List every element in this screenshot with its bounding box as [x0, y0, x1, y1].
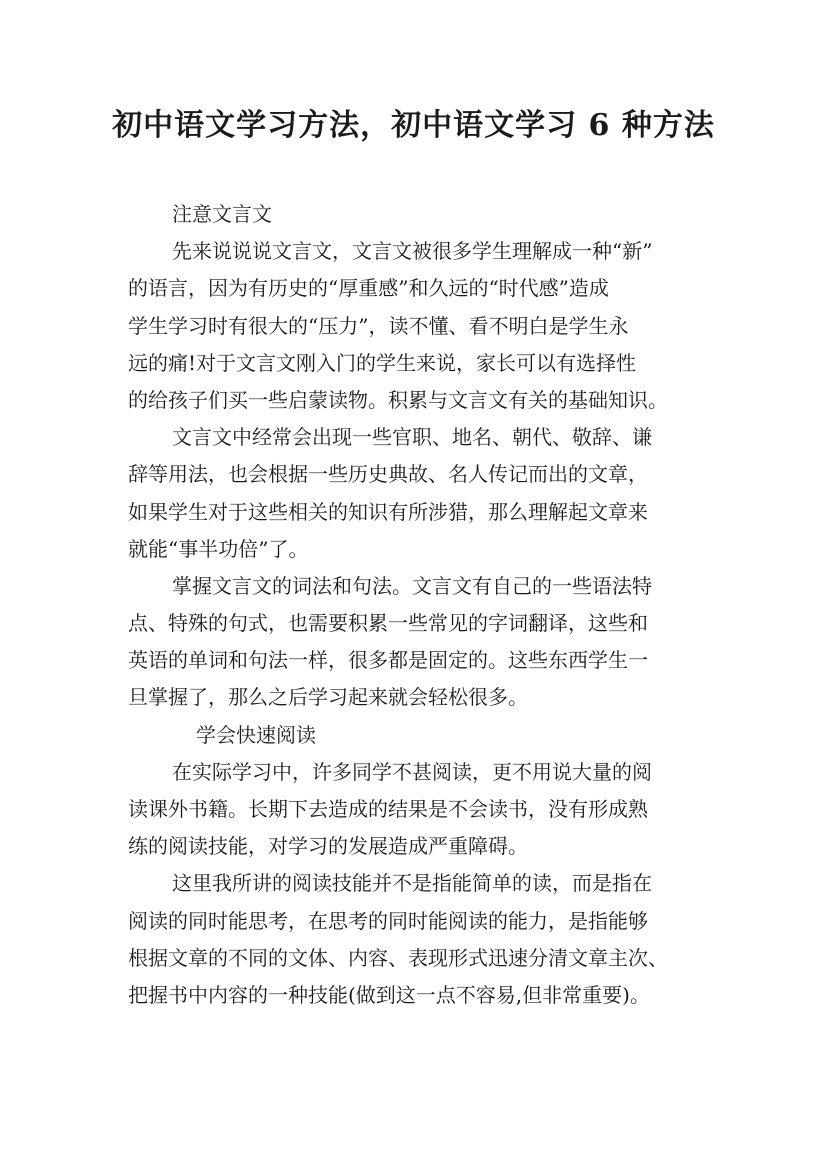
- document-title: 初中语文学习方法，初中语文学习 6 种方法: [112, 108, 715, 143]
- paragraph-line: 把握书中内容的一种技能(做到这一点不容易,但非常重要)。: [128, 982, 650, 1007]
- paragraph-line: 的给孩子们买一些启蒙读物。积累与文言文有关的基础知识。: [128, 387, 668, 412]
- paragraph-line: 点、特殊的句式，也需要积累一些常见的字词翻译，这些和: [128, 611, 648, 636]
- paragraph-line: 学生学习时有很大的“压力”，读不懂、看不明白是学生永: [128, 313, 629, 338]
- paragraph-line: 如果学生对于这些相关的知识有所涉猎，那么理解起文章来: [128, 499, 648, 524]
- paragraph-line: 根据文章的不同的文体、内容、表现形式迅速分清文章主次、: [128, 945, 668, 970]
- document-body: [128, 196, 718, 1014]
- paragraph-line: 掌握文言文的词法和句法。文言文有自己的一些语法特: [172, 573, 652, 598]
- paragraph-line: 的语言，因为有历史的“厚重感”和久远的“时代感”造成: [128, 276, 609, 301]
- section-heading-fast-reading: 学会快速阅读: [196, 722, 316, 747]
- paragraph-line: 英语的单词和句法一样，很多都是固定的。这些东西学生一: [128, 648, 648, 673]
- paragraph-line: 这里我所讲的阅读技能并不是指能简单的读，而是指在: [172, 871, 652, 896]
- paragraph-line: 辞等用法，也会根据一些历史典故、名人传记而出的文章，: [128, 462, 648, 487]
- paragraph-line: 旦掌握了，那么之后学习起来就会轻松很多。: [128, 685, 528, 710]
- paragraph-line: 在实际学习中，许多同学不甚阅读，更不用说大量的阅: [172, 759, 652, 784]
- paragraph-line: 阅读的同时能思考，在思考的同时能阅读的能力，是指能够: [128, 908, 648, 933]
- paragraph-line: 练的阅读技能，对学习的发展造成严重障碍。: [128, 834, 528, 859]
- section-heading-classical-chinese: 注意文言文: [172, 202, 272, 226]
- paragraph-line: 远的痛!对于文言文刚入门的学生来说，家长可以有选择性: [128, 350, 637, 375]
- paragraph-line: 文言文中经常会出现一些官职、地名、朝代、敬辞、谦: [172, 425, 652, 450]
- paragraph-line: 先来说说说文言文，文言文被很多学生理解成一种“新”: [172, 239, 653, 264]
- paragraph-line: 就能“事半功倍”了。: [128, 536, 309, 561]
- paragraph-line: 读课外书籍。长期下去造成的结果是不会读书，没有形成熟: [128, 797, 648, 821]
